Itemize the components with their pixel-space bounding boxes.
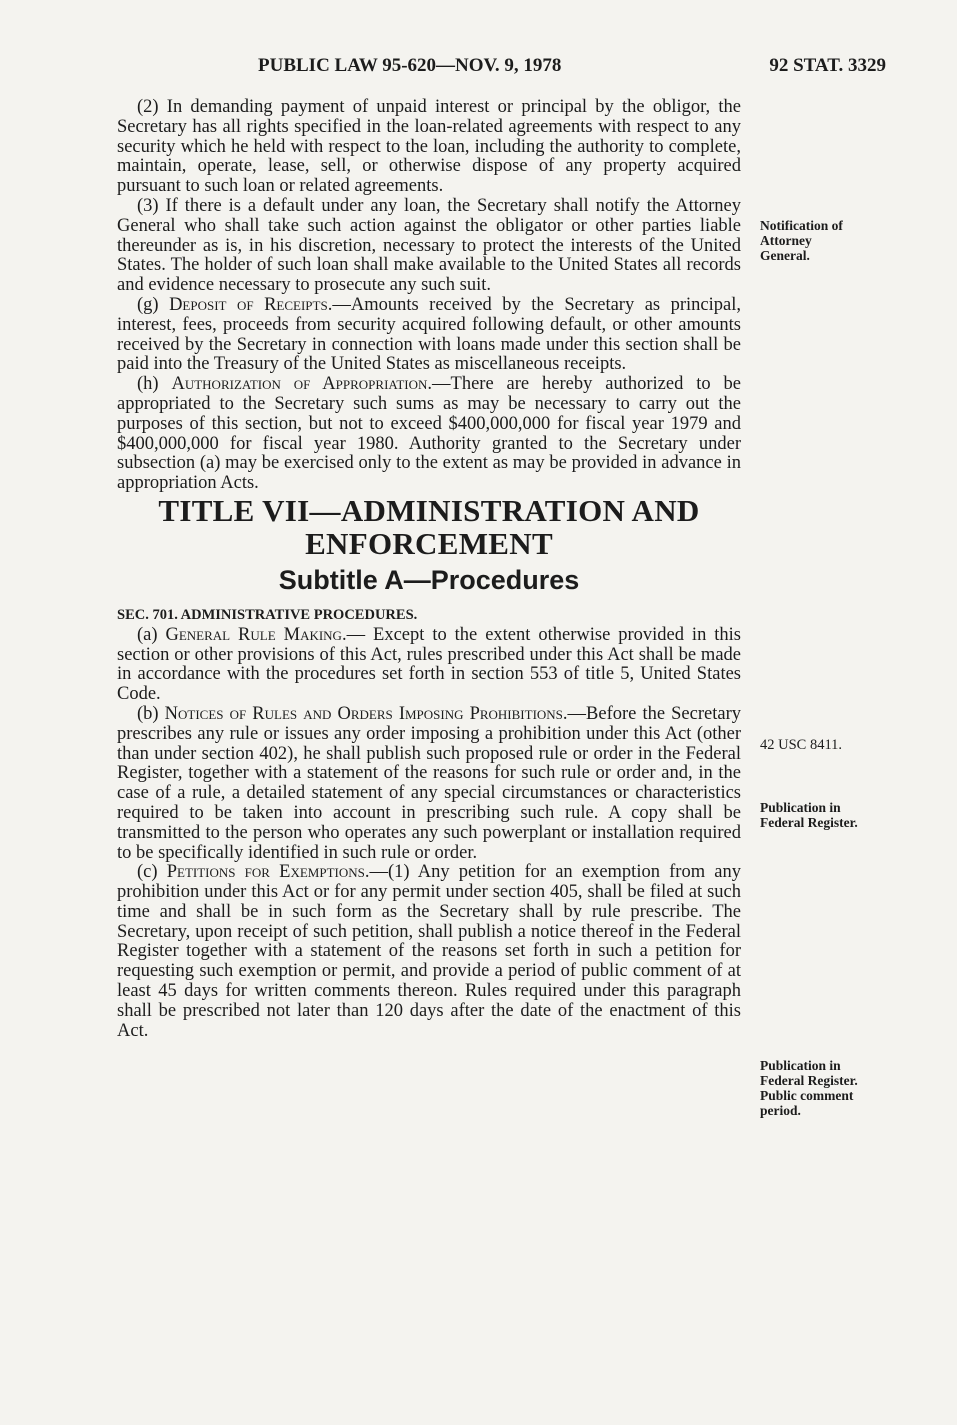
subsection-b-label: (b) bbox=[137, 703, 165, 724]
subsection-g-label: (g) bbox=[137, 294, 170, 315]
subsection-b-text: —Before the Secretary prescribes any rule or issues any order imposing a prohibition under this Act (other than under section 402), he shall publish such proposed rule or order in the Federal Register, together with a statement of the reasons for such rule or order and, in the case of a rule, a detailed statement of any special circumstances or characteristics required to be taken into account in prescribing such rule. A copy shall be transmitted to the person who operates any such powerplant or installation required to be specifically identified in such rule or order. bbox=[117, 703, 741, 863]
header-law-citation: PUBLIC LAW 95-620—NOV. 9, 1978 bbox=[258, 55, 562, 76]
margin-note-usc-citation bbox=[760, 738, 890, 753]
subsection-c bbox=[117, 863, 741, 1041]
subsection-c-heading: Petitions for Exemptions. bbox=[166, 862, 370, 883]
subsection-c-label: (c) bbox=[137, 862, 167, 883]
title-line-2: ENFORCEMENT bbox=[305, 525, 553, 561]
margin-note-line: Publication in bbox=[760, 1058, 841, 1073]
subsection-h-label: (h) bbox=[137, 374, 172, 395]
subsection-a bbox=[117, 626, 741, 705]
margin-note-line: period. bbox=[760, 1103, 801, 1118]
subsection-a-label: (a) bbox=[137, 624, 166, 645]
margin-note-attorney-general bbox=[760, 218, 890, 263]
subsection-c-text: —(1) Any petition for an exemption from any prohibition under this Act or for any permit under section 405, shall be filed at such time and shall be in such form as the Secretary shall by rule prescribe. The Secretary, upon receipt of such petition, shall publish a notice thereof in the Federal Register together with a statement of the reasons set forth in such a petition for requesting such exemption or permit, and provide a period of public comment of at least 45 days for written comments thereon. Rules required under this paragraph shall be prescribed not later than 120 days after the date of the enactment of this Act. bbox=[117, 862, 741, 1041]
margin-note-line: Notification of bbox=[760, 218, 843, 233]
main-text-column bbox=[117, 98, 741, 1041]
subsection-b-heading: Notices of Rules and Orders Imposing Prohibitions. bbox=[164, 703, 568, 724]
subsection-a-heading: General Rule Making. bbox=[165, 624, 347, 645]
subsection-g-heading: Deposit of Receipts. bbox=[169, 294, 333, 315]
margin-note-public-comment bbox=[760, 1058, 890, 1118]
margin-note-line: Federal Register. bbox=[760, 815, 858, 830]
subsection-h-heading: Authorization of Appropriation. bbox=[171, 374, 433, 395]
subsection-g bbox=[117, 296, 741, 375]
margin-note-line: Federal Register. bbox=[760, 1073, 858, 1088]
paragraph-3: (3) If there is a default under any loan, the Secretary shall notify the Attorney General who shall take such action against the obligator or other parties liable thereunder as is, in his discretion, necessary to protect the interests of the United States. The holder of such loan shall make available to the United States all records and evidence necessary to prosecute any such suit. bbox=[117, 195, 741, 296]
subsection-h-text: —There are hereby authorized to be appropriated to the Secretary such sums as may be necessary to carry out the purposes of this section, but not to exceed $400,000,000 for fiscal year 1979 and $400,000,000 for fiscal year 1980. Authority granted to the Secretary under subsection (a) may be exercised only to the extent as may be provided in advance in appropriation Acts. bbox=[117, 374, 741, 494]
margin-note-line: General. bbox=[760, 248, 810, 263]
margin-note-line: Public comment bbox=[760, 1088, 854, 1103]
margin-note-line: Attorney bbox=[760, 233, 812, 248]
margin-note-federal-register bbox=[760, 800, 890, 830]
subsection-a-text: — Except to the extent otherwise provided in this section or other provisions of this Act, rules prescribed under this Act shall be made in accordance with the procedures set forth in section 553 of title 5, United States Code. bbox=[117, 624, 741, 705]
subsection-b bbox=[117, 705, 741, 863]
subsection-h bbox=[117, 375, 741, 494]
title-heading bbox=[117, 494, 741, 560]
paragraph-2: (2) In demanding payment of unpaid interest or principal by the obligor, the Secretary has all rights specified in the loan-related agreements with respect to any security which he held with respect to the loan, including the authority to complete, maintain, operate, lease, sell, or otherwise dispose of any property acquired pursuant to such loan or related agreements. bbox=[117, 97, 741, 197]
margin-note-line: 42 USC 8411. bbox=[760, 737, 843, 753]
header-stat-page: 92 STAT. 3329 bbox=[769, 55, 886, 76]
section-heading: SEC. 701. ADMINISTRATIVE PROCEDURES. bbox=[117, 606, 418, 623]
subtitle-heading: Subtitle A—Procedures bbox=[278, 564, 580, 595]
title-line-1: TITLE VII—ADMINISTRATION AND bbox=[158, 492, 700, 528]
margin-note-line: Publication in bbox=[760, 800, 841, 815]
subsection-g-text: —Amounts received by the Secretary as principal, interest, fees, proceeds from security acquired following default, or other amounts received by the Secretary in connection with loans made under this section shall be paid into the Treasury of the United States as miscellaneous receipts. bbox=[117, 294, 741, 375]
